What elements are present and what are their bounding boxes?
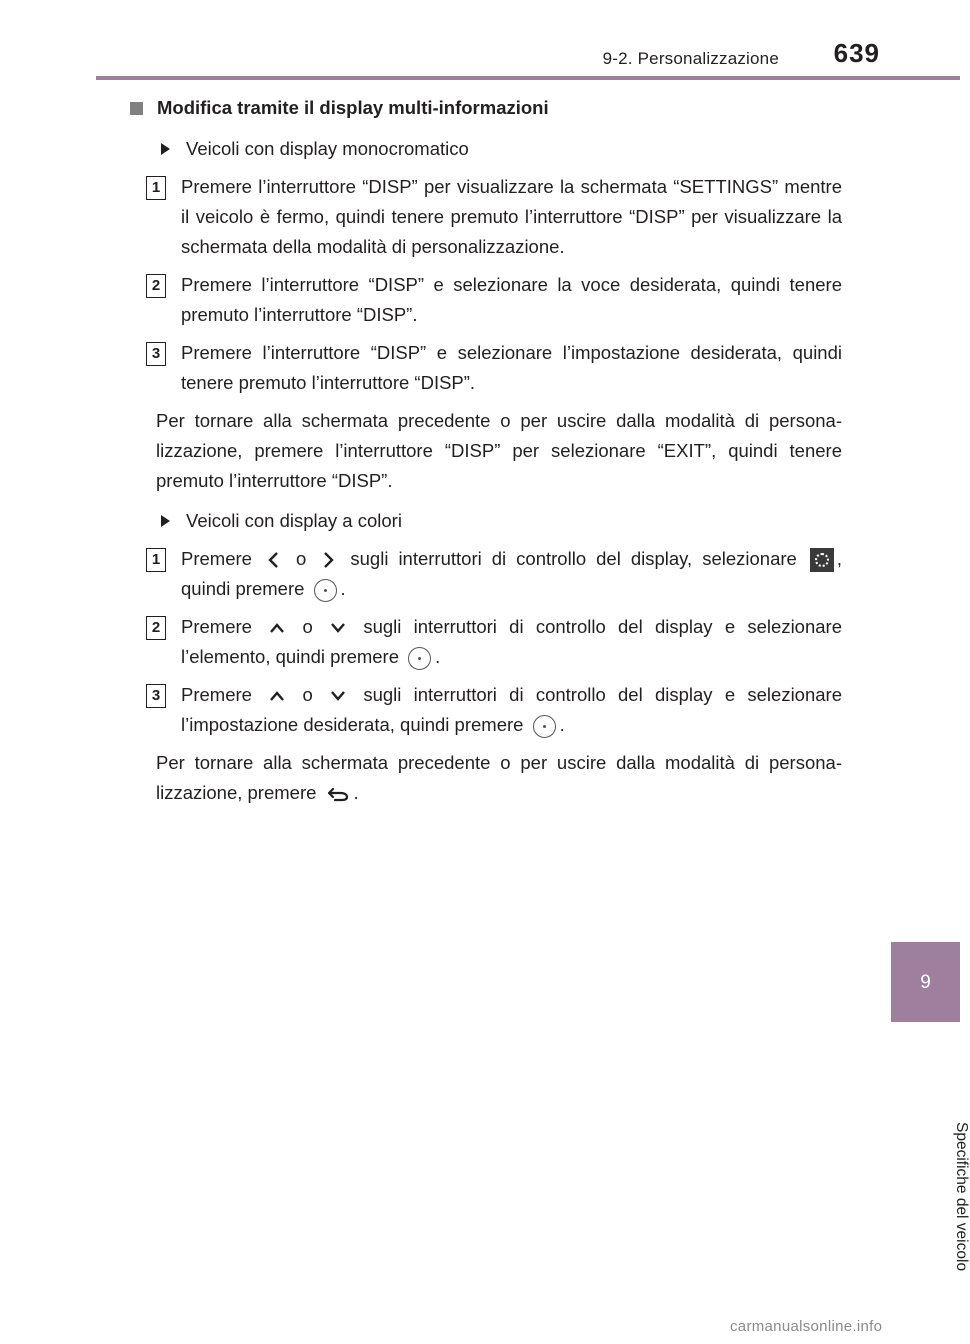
step-text: .	[435, 646, 441, 667]
step-text: .	[559, 714, 565, 735]
color-step-3	[130, 680, 842, 740]
chapter-title: Specifiche del veicolo	[953, 1122, 970, 1272]
chevron-down-icon	[329, 621, 347, 635]
header-rule	[96, 76, 960, 80]
step-text: quindi premere	[181, 578, 305, 599]
step-text: Premere	[181, 684, 252, 705]
chevron-down-icon	[329, 689, 347, 703]
mono-step-2	[130, 270, 842, 330]
step-number: 3	[146, 684, 166, 708]
subheading-color	[157, 506, 842, 536]
step-number: 2	[146, 274, 166, 298]
step-number: 3	[146, 342, 166, 366]
step-text: o	[302, 684, 313, 705]
chapter-number: 9	[920, 972, 931, 993]
chevron-up-icon	[268, 689, 286, 703]
ok-button-icon	[408, 647, 431, 670]
mono-note: Per tornare alla schermata precedente o per uscire dalla modalità di persona-lizzazione, premere l’interruttore “DISP” per selezionare “EXIT”, quindi tenere premuto l’interruttore “DISP”.	[156, 410, 842, 491]
step-text: Premere l’interruttore “DISP” per visualizzare la schermata “SETTINGS” mentre il veicolo è fermo, quindi tenere premuto l’interruttore “DISP” per visualizzare la schermata della modalità di personalizzazione.	[181, 176, 842, 257]
color-step-1	[130, 544, 842, 604]
step-number: 1	[146, 548, 166, 572]
step-number: 2	[146, 616, 166, 640]
section-heading	[130, 92, 842, 124]
settings-gear-icon	[810, 548, 834, 572]
color-note	[130, 748, 842, 808]
step-number: 1	[146, 176, 166, 200]
mono-step-1	[130, 172, 842, 262]
step-text: sugli interruttori di controllo del display e selezionare l’elemento, quindi premere	[181, 616, 842, 667]
step-text: o	[302, 616, 313, 637]
subheading-mono	[157, 134, 842, 164]
chapter-tab	[891, 942, 960, 1022]
step-text: Premere	[181, 616, 252, 637]
triangle-bullet-icon	[161, 515, 170, 527]
step-text: ,	[836, 548, 843, 569]
step-text: .	[340, 578, 346, 599]
page-content	[130, 92, 842, 808]
step-text: Premere	[181, 548, 252, 569]
chevron-right-icon	[320, 551, 336, 569]
back-arrow-icon	[326, 786, 350, 802]
ok-button-icon	[533, 715, 556, 738]
watermark-text: carmanualsonline.info	[730, 1318, 883, 1335]
page-number: 639	[833, 38, 880, 68]
step-text: Premere l’interruttore “DISP” e selezionare la voce desiderata, quindi tenere premuto l’interruttore “DISP”.	[181, 274, 842, 325]
subheading-color-text: Veicoli con display a colori	[186, 510, 402, 531]
chevron-left-icon	[266, 551, 282, 569]
ok-button-icon	[314, 579, 337, 602]
subheading-mono-text: Veicoli con display monocromatico	[186, 138, 469, 159]
step-text: sugli interruttori di controllo del display, selezionare	[350, 548, 797, 569]
step-text: o	[296, 548, 307, 569]
step-text: Premere l’interruttore “DISP” e selezionare l’impostazione desiderata, quindi tenere premuto l’interruttore “DISP”.	[181, 342, 842, 393]
square-bullet-icon	[130, 102, 143, 115]
color-step-2	[130, 612, 842, 672]
section-heading-text: Modifica tramite il display multi-informazioni	[157, 97, 549, 118]
note-text: .	[353, 782, 359, 803]
step-text: sugli interruttori di controllo del display e selezionare l’impostazione desiderata, quindi premere	[181, 684, 842, 735]
chevron-up-icon	[268, 621, 286, 635]
mono-step-3	[130, 338, 842, 398]
note-text: Per tornare alla schermata precedente o per uscire dalla modalità di persona-lizzazione, premere	[156, 752, 842, 803]
triangle-bullet-icon	[161, 143, 170, 155]
header-section-title: 9-2. Personalizzazione	[602, 49, 779, 68]
